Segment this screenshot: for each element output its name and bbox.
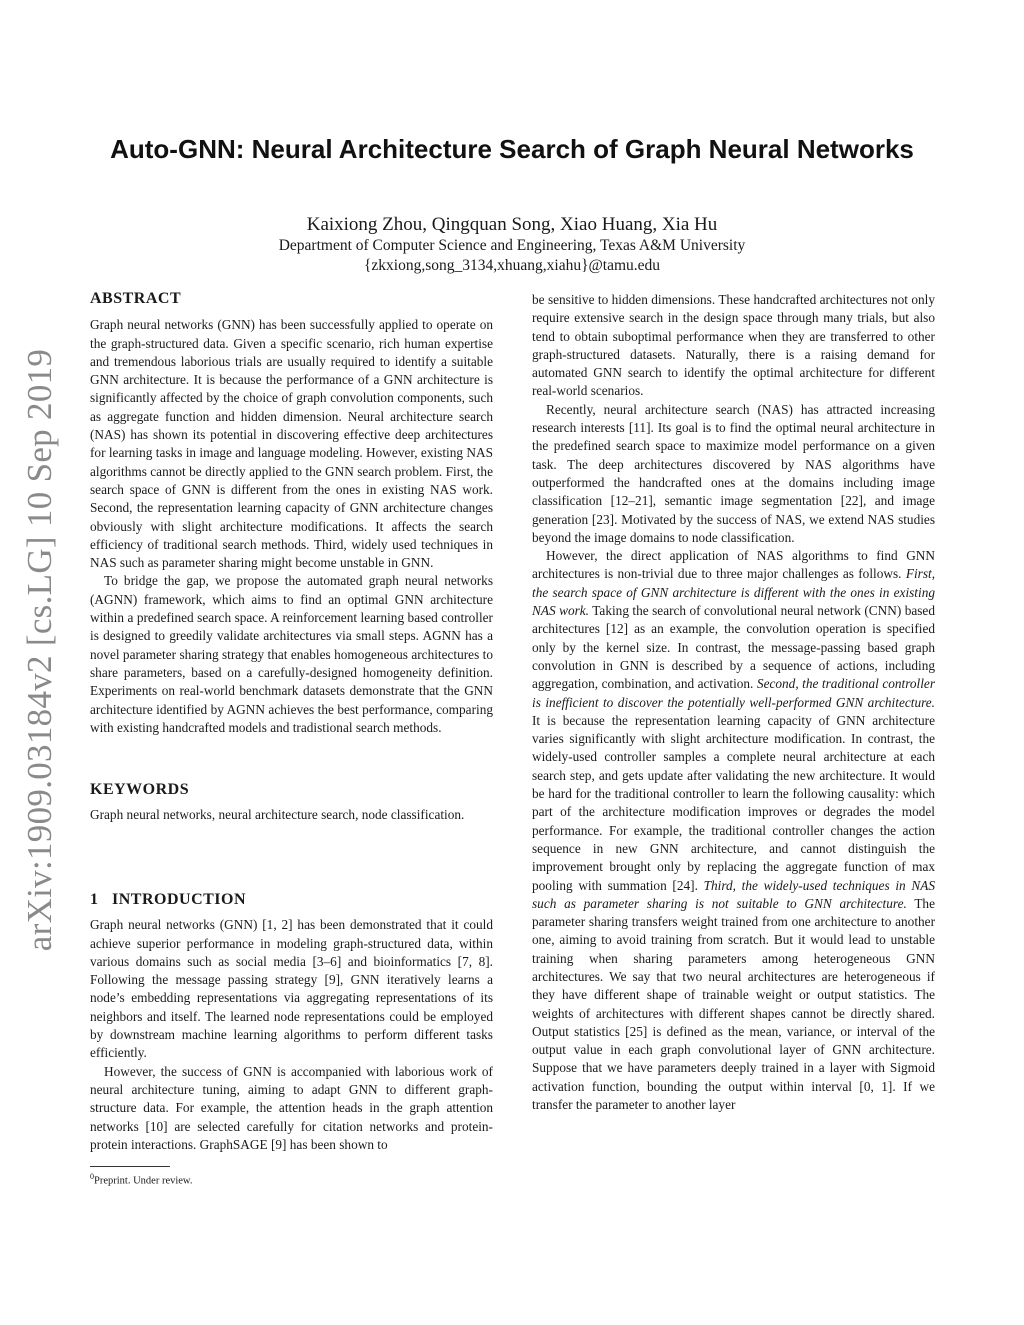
intro-paragraph-3: be sensitive to hidden dimensions. These handcrafted architectures not only require extensive search in the design space through many trials, but also tend to obtain suboptimal performance when they are transferred to other graph-structured datasets. Naturally, there is a raising demand for automated GNN search to identify the optimal architecture for different real-world scenarios. xyxy=(532,292,935,399)
challenge-1: First, the search space of GNN architecture is different with the ones in existing NAS work. xyxy=(532,566,936,619)
challenge-3: Third, the widely-used techniques in NAS such as parameter sharing is not suitable to GNN architecture. xyxy=(532,877,935,911)
footnote xyxy=(90,1172,192,1187)
abstract-paragraph-1: Graph neural networks (GNN) has been successfully applied to operate on the graph-structured data. Given a specific scenario, rich human expertise and tremendous laborious trials are usually required to identify a suitable GNN architecture. It is because the performance of a GNN architecture is significantly affected by the choice of graph convolution components, such as aggregate function and hidden dimension. Neural architecture search (NAS) has shown its potential in discovering effective deep architectures for learning tasks in image and language modeling. However, existing NAS algorithms cannot be directly applied to the GNN search problem. First, the search space of GNN is different from the ones in existing NAS work. Second, the representation learning capacity of GNN architecture changes obviously with slight architecture modifications. It affects the search efficiency of traditional search methods. Third, widely used techniques in NAS such as parameter sharing might become unstable in GNN. xyxy=(90,317,493,571)
abstract-section xyxy=(90,290,493,737)
arxiv-identifier: arXiv:1909.03184v2 [cs.LG] 10 Sep 2019 xyxy=(20,348,59,952)
abstract-paragraph-2: To bridge the gap, we propose the automated graph neural networks (AGNN) framework, which aims to find an optimal GNN architecture within a predefined search space. A reinforcement learning based controller is designed to greedily validate architectures via small steps. AGNN has a novel parameter sharing strategy that enables homogeneous architectures to share parameters, based on a carefully-designed homogeneity definition. Experiments on real-world benchmark datasets demonstrate that the GNN architecture identified by AGNN achieves the best performance, comparing with existing handcrafted models and tradistional search methods. xyxy=(90,573,493,735)
intro-paragraph-4: Recently, neural architecture search (NAS) has attracted increasing research interests [11]. Its goal is to find the optimal neural architecture in the predefined search space to maximize model performance on a given task. The deep architectures discovered by NAS algorithms have outperformed the handcrafted ones at the domains including image classification [12–21], semantic image segmentation [22], and image generation [23]. Motivated by the success of NAS, we extend NAS studies beyond the image domains to node classification. xyxy=(532,401,935,545)
arxiv-sidebar xyxy=(18,350,62,950)
intro-paragraph-5 xyxy=(532,547,935,1114)
footnote-text: Preprint. Under review. xyxy=(94,1175,193,1187)
abstract-heading: ABSTRACT xyxy=(90,290,182,307)
intro-paragraph-2: However, the success of GNN is accompanied with laborious work of neural architecture tuning, aiming to adapt GNN to different graph-structure data. For example, the attention heads in the graph attention networks [10] are selected carefully for citation networks and protein-protein interactions. GraphSAGE [9] has been shown to xyxy=(90,1063,493,1152)
challenge-1-detail: Taking the search of convolutional neural network (CNN) based architectures [12] as an example, the convolution operation is specified only by the kernel size. In contrast, the message-passing based graph convolution in GNN is described by a sequence of actions, including aggregation, combination, and activation. xyxy=(532,603,935,692)
keywords-text: Graph neural networks, neural architecture search, node classification. xyxy=(90,807,465,823)
challenge-2-detail: It is because the representation learning capacity of GNN architecture varies significantly with slight architecture modification. In contrast, the widely-used controller samples a complete neural architecture at each search step, and gets update after validating the new architecture. It would be hard for the traditional controller to learn the following causality: which part of the architecture modification improves or degrades the model performance. For example, the traditional controller changes the action sequence in new GNN architecture, and cannot distinguish the improvement brought only by replacing the aggregate function of max pooling with summation [24]. xyxy=(532,712,935,893)
challenge-2: Second, the traditional controller is inefficient to discover the potentially well-performed GNN architecture. xyxy=(532,676,936,710)
keywords-section xyxy=(90,781,493,825)
keywords-heading: KEYWORDS xyxy=(90,781,190,798)
intro-paragraph-1: Graph neural networks (GNN) [1, 2] has been demonstrated that it could achieve superior performance in modeling graph-structured data, within various domains such as social media [3–6] and bioinformatics [7, 8]. Following the message passing strategy [9], GNN iteratively learns a node’s embedding representations via aggregating representations of its neighbors and itself. The learned node representations could be employed by downstream machine learning algorithms to perform different tasks efficiently. xyxy=(90,917,493,1061)
paper-title: Auto-GNN: Neural Architecture Search of Graph Neural Networks xyxy=(110,134,914,164)
footnote-divider xyxy=(90,1166,170,1167)
introduction-right xyxy=(532,291,935,1114)
challenge-3-detail: The parameter sharing transfers weight trained from one architecture to another one, aiming to avoid training from scratch. But it would lead to unstable training when sharing parameters among heterogeneous GNN architectures. We say that two neural architectures are heterogeneous if they have different shape of trainable weight or output statistics. The weights of architectures with different shapes cannot be directly shared. Output statistics [25] is defined as the mean, variance, or interval of the output value in each graph convolutional layer of GNN architecture. Suppose that we have parameters deeply trained in a layer with Sigmoid activation function, bounding the output within interval [0, 1]. If we transfer the parameter to another layer xyxy=(532,895,935,1113)
author-emails: {zkxiong,song_3134,xhuang,xiahu}@tamu.edu xyxy=(363,257,661,274)
affiliation: Department of Computer Science and Engineering, Texas A&M University xyxy=(278,237,746,254)
author-list: Kaixiong Zhou, Qingquan Song, Xiao Huang, Xia Hu xyxy=(306,214,718,235)
introduction-left xyxy=(90,891,493,1154)
footnote-mark: 0 xyxy=(90,1172,94,1181)
challenges-intro: However, the direct application of NAS algorithms to find GNN architectures is non-trivial due to three major challenges as follows. xyxy=(532,548,935,582)
intro-heading: 1 INTRODUCTION xyxy=(90,891,247,908)
